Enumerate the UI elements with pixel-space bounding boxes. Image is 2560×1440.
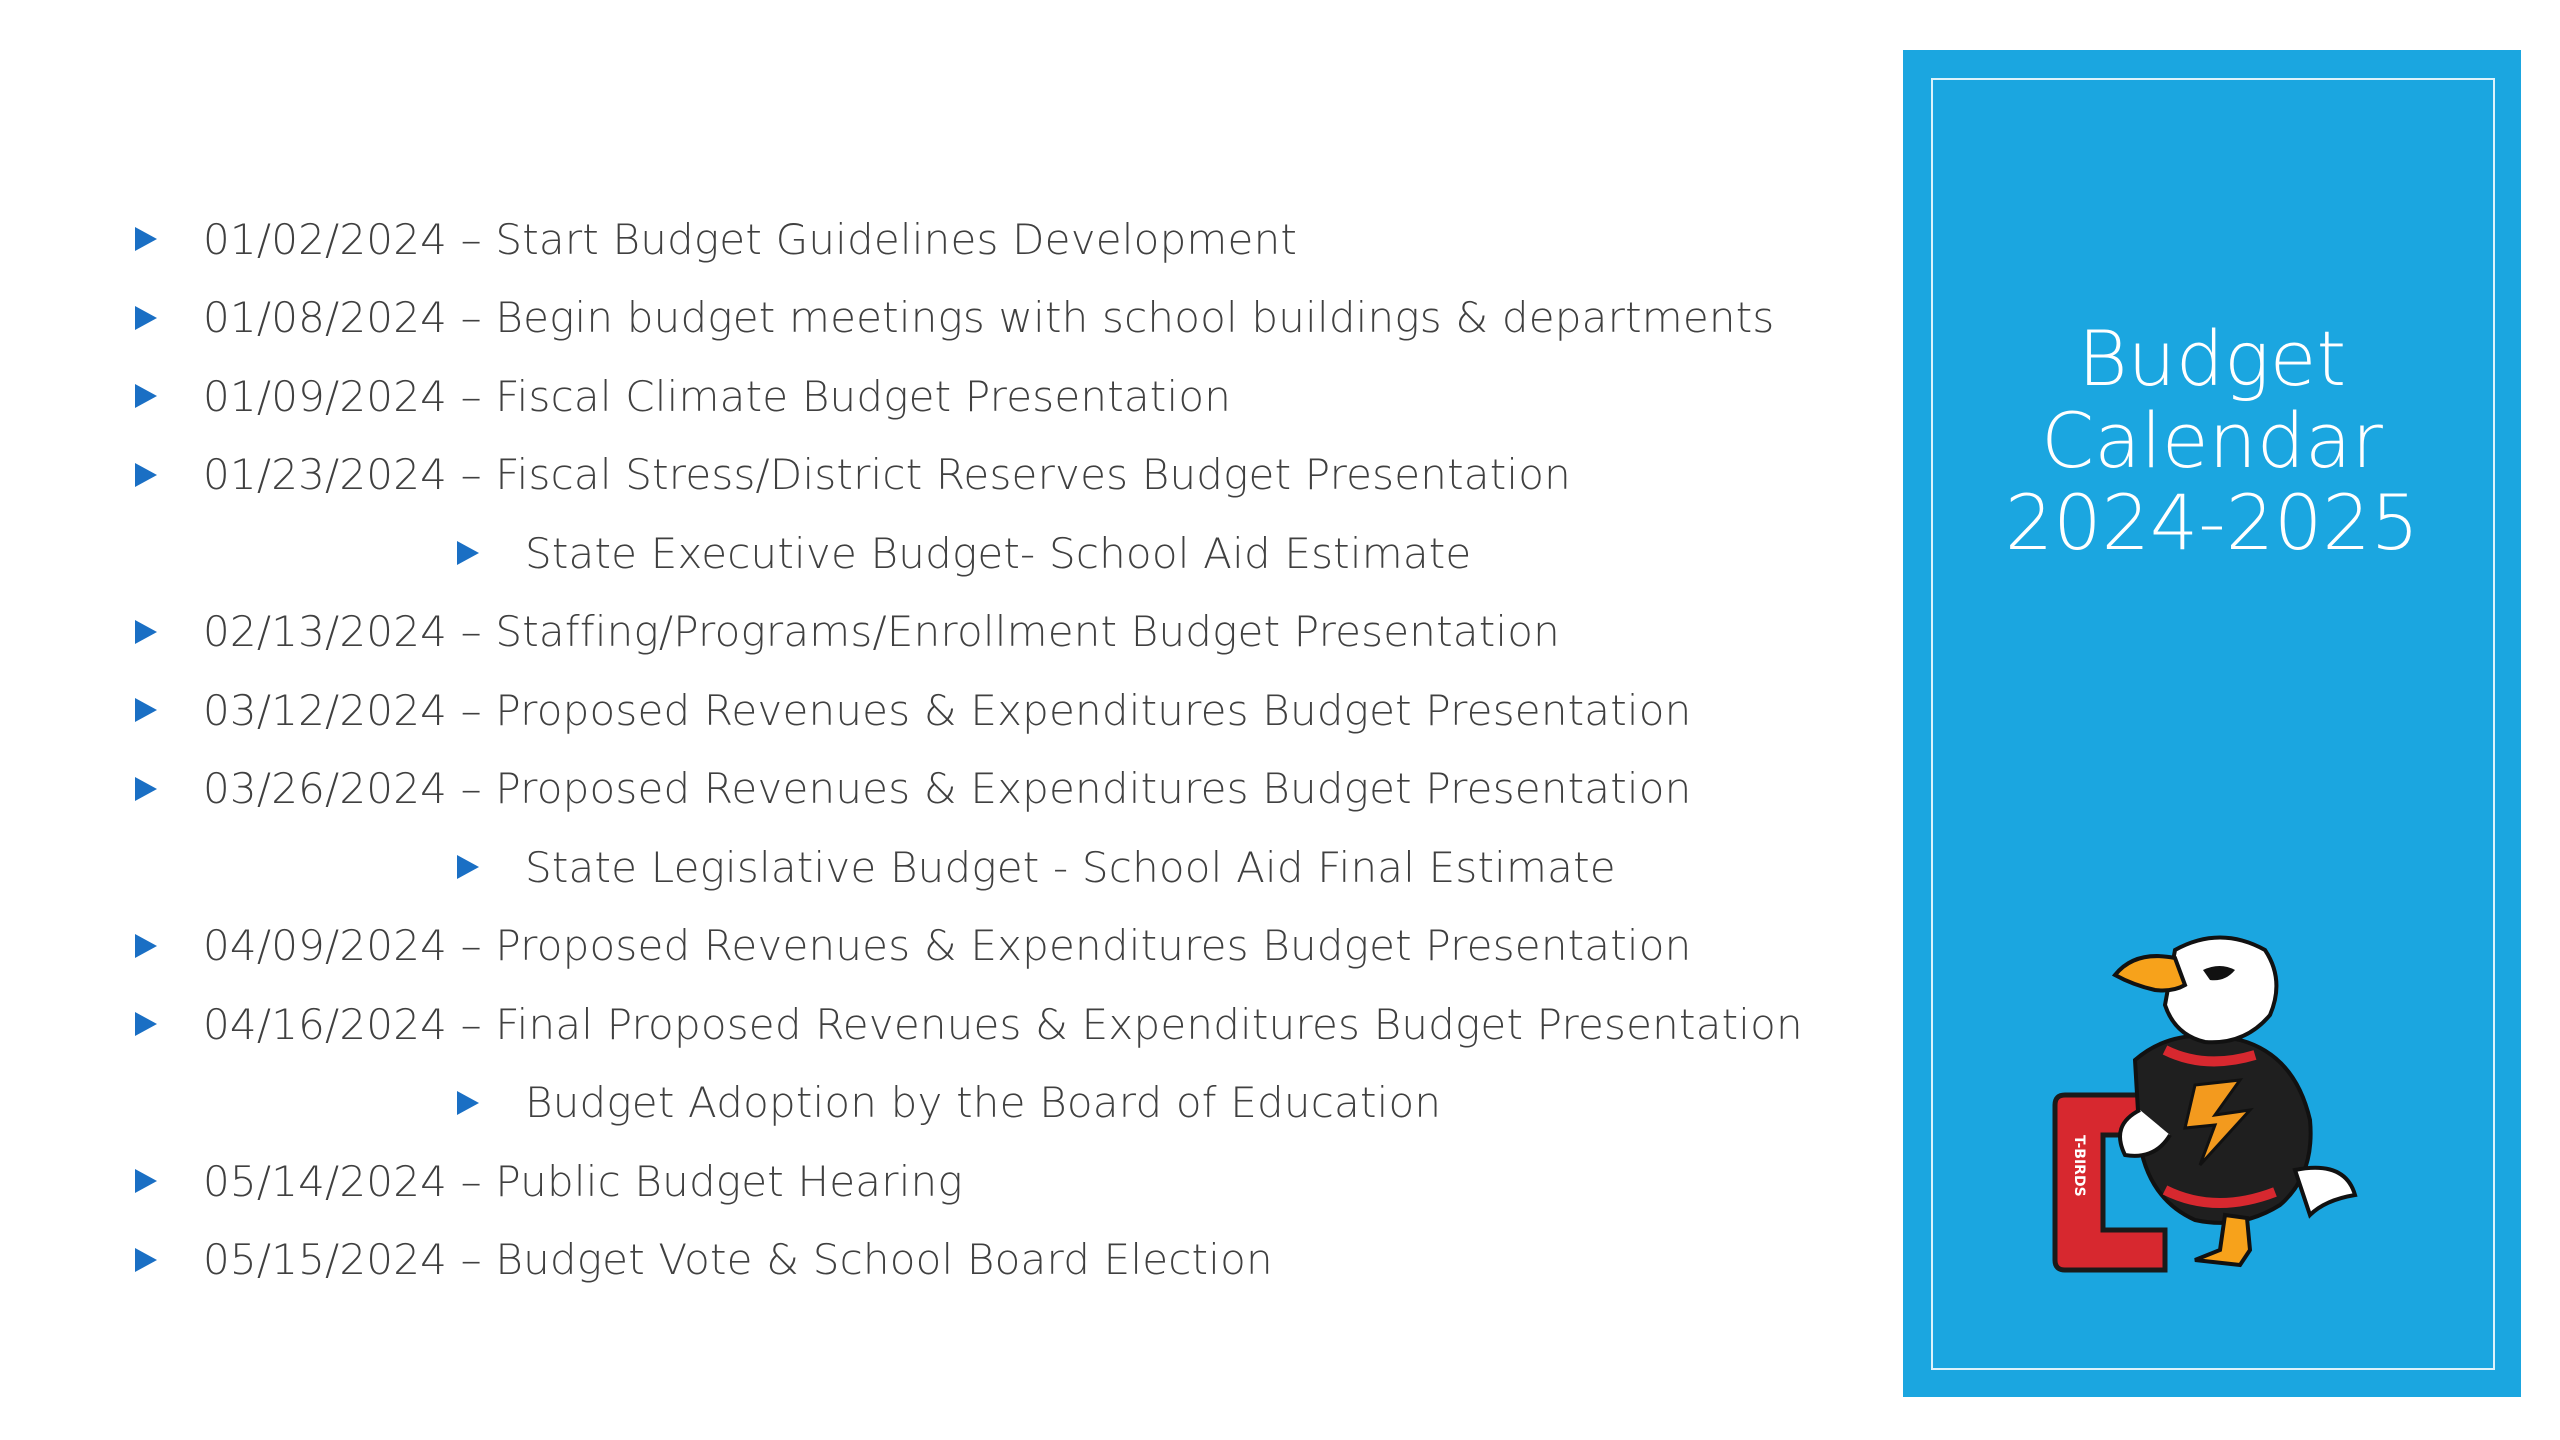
title-line: 2024-2025 [2004, 478, 2420, 567]
list-item-text: 01/23/2024 – Fiscal Stress/District Reserves Budget Presentation [203, 450, 1571, 500]
list-item-text: 04/09/2024 – Proposed Revenues & Expenditures Budget Presentation [203, 921, 1692, 971]
list-item [128, 985, 1888, 1064]
list-item [128, 357, 1888, 436]
triangle-bullet-icon [135, 698, 157, 722]
sub-list-item-text: State Legislative Budget - School Aid Final Estimate [525, 842, 1616, 892]
list-item-text: 05/14/2024 – Public Budget Hearing [203, 1156, 963, 1206]
eagle-mascot-logo [2025, 930, 2385, 1290]
list-item [128, 671, 1888, 750]
sub-list-item-text: State Executive Budget- School Aid Estimate [525, 528, 1472, 578]
sub-list-item [128, 828, 1888, 907]
list-item-text: 02/13/2024 – Staffing/Programs/Enrollment Budget Presentation [203, 607, 1560, 657]
triangle-bullet-icon [135, 777, 157, 801]
list-item-text: 01/08/2024 – Begin budget meetings with school buildings & departments [203, 293, 1775, 343]
list-item [128, 1221, 1888, 1300]
list-item [128, 593, 1888, 672]
triangle-bullet-icon [135, 1169, 157, 1193]
list-item [128, 436, 1888, 515]
triangle-bullet-icon [135, 934, 157, 958]
list-item [128, 200, 1888, 279]
list-item-text: 03/12/2024 – Proposed Revenues & Expenditures Budget Presentation [203, 685, 1692, 735]
list-item [128, 279, 1888, 358]
title-line: Calendar [2041, 396, 2383, 485]
list-item [128, 750, 1888, 829]
list-item-text: 01/09/2024 – Fiscal Climate Budget Presentation [203, 371, 1232, 421]
triangle-bullet-icon [135, 620, 157, 644]
sub-list-item [128, 1064, 1888, 1143]
list-item-text: 03/26/2024 – Proposed Revenues & Expenditures Budget Presentation [203, 764, 1692, 814]
list-item-text: 01/02/2024 – Start Budget Guidelines Development [203, 214, 1298, 264]
title-panel [1903, 50, 2521, 1397]
list-item-text: 05/15/2024 – Budget Vote & School Board Election [203, 1235, 1273, 1285]
triangle-bullet-icon [457, 1091, 479, 1115]
triangle-bullet-icon [135, 463, 157, 487]
triangle-bullet-icon [457, 855, 479, 879]
title-line: Budget [2077, 314, 2347, 403]
budget-dates-list [128, 200, 1888, 1299]
triangle-bullet-icon [457, 541, 479, 565]
list-item [128, 1142, 1888, 1221]
triangle-bullet-icon [135, 227, 157, 251]
eagle-head-shape [2165, 938, 2276, 1043]
eagle-beak-shape [2115, 956, 2185, 990]
triangle-bullet-icon [135, 306, 157, 330]
triangle-bullet-icon [135, 384, 157, 408]
slide-title [1903, 314, 2521, 567]
triangle-bullet-icon [135, 1248, 157, 1272]
tail-feathers [2295, 1168, 2355, 1215]
triangle-bullet-icon [135, 1012, 157, 1036]
logo-lettering: T-BIRDS [2071, 1135, 2087, 1197]
list-item [128, 907, 1888, 986]
sub-list-item [128, 514, 1888, 593]
sub-list-item-text: Budget Adoption by the Board of Education [525, 1078, 1442, 1128]
list-item-text: 04/16/2024 – Final Proposed Revenues & Expenditures Budget Presentation [203, 999, 1803, 1049]
mascot-icon [2025, 930, 2385, 1290]
